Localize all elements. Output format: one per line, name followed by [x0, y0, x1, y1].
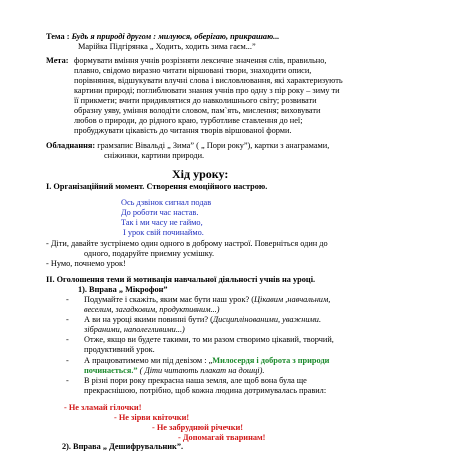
question-3-line-1: - Отже, якщо ви будете такими, то ми разом створимо цікавий, творчий, [66, 335, 334, 344]
section2-title: ІІ. Оголошення теми й мотивація навчальної діяльності учнів на уроці. [46, 275, 316, 284]
greeting-line-3: - Нумо, почнемо урок! [46, 259, 126, 268]
equipment-text: грамзапис Вівальді „ Зима” ( „ Пори року”), картки з анаграмами, [97, 141, 330, 150]
rules-intro-text: В різні пори року прекрасна наша земля, але щоб вона була ще [84, 376, 307, 385]
exercise2-title: 2). Вправа „ Дешифрувальник”. [62, 442, 184, 451]
question-2-line-2: зібраними, наполегливими...) [84, 325, 185, 334]
poem-line-4: І урок свій починаймо. [123, 228, 204, 237]
goal-line-1: формувати вміння учнів розрізняти лексичне значення слів, правильно, [74, 56, 327, 65]
topic-label: Тема : [46, 32, 70, 41]
poem-line-2: До роботи час настав. [121, 208, 199, 217]
equipment-label: Обладнання: [46, 141, 96, 150]
topic-line-1 [46, 32, 279, 42]
question-2-answer: Дисциплінованими, уважними. [212, 315, 322, 324]
question-1-answer: Цікавим ,навчальним, [254, 295, 331, 304]
question-2-line-1: - А ви на уроці якими повинні бути? (Дисциплінованими, уважними. [66, 315, 322, 324]
goal-line-6: образну уяву, уміння володіти словом, пам`ять, мислення; виховувати [74, 106, 321, 115]
rule-3: - Не забруднюй річечки! [152, 423, 244, 432]
goal-label: Мета: [46, 56, 69, 65]
motto-note: ( Діти читають плакат на дошці). [137, 366, 265, 375]
motto-line-1: - А працюватимемо ми під девізом : „Милосердя і доброта з природи [66, 356, 330, 365]
lesson-heading: Хід уроку: [172, 167, 229, 181]
rules-intro-line-2: прекраснішою, потрібно, щоб кожна людина дотримувалась правил: [84, 386, 327, 395]
question-3-line-2: продуктивний урок. [84, 345, 155, 354]
rule-1: - Не зламай гілочки! [64, 403, 142, 412]
poem-line-1: Ось дзвінок сигнал подав [121, 198, 212, 207]
poem-line-3: Так і ми часу не гаймо, [121, 218, 203, 227]
motto-text: Милосердя і доброта з природи [212, 356, 330, 365]
equipment-line-2: сніжинки, картини природи. [104, 151, 205, 160]
question-1-text: Подумайте і скажіть, яким має бути наш урок? ( [84, 295, 255, 304]
goal-line-8: пробуджувати цікавість до читання творів віршованої форми. [74, 126, 292, 135]
question-1-line-1: - Подумайте і скажіть, яким має бути наш урок? (Цікавим ,навчальним, [66, 295, 331, 304]
motto-intro: А працюватимемо ми під девізом : „ [84, 356, 213, 365]
section1-title: І. Організаційний момент. Створення емоційного настрою. [46, 182, 268, 191]
rules-intro-line-1: - В різні пори року прекрасна наша земля, але щоб вона була ще [66, 376, 307, 385]
topic-line-2: Марійка Підгірянка „ Ходить, ходить зима гаєм...” [78, 42, 256, 51]
motto-text-end: починається.” [84, 366, 138, 375]
question-1-line-2: веселим, загадковим, продуктивним...) [84, 305, 220, 314]
motto-line-2 [84, 366, 264, 376]
goal-line-5: її прикмети; вчити придивлятися до навколишнього світу; розвивати [74, 96, 317, 105]
goal-line-2: плавно, свідомо виразно читати віршовані твори, знаходити описи, [74, 66, 312, 75]
goal-line-4: картини природі; поглиблювати знання учнів про одну з пір року – зиму ти [74, 86, 340, 95]
question-3-text: Отже, якщо ви будете такими, то ми разом створимо цікавий, творчий, [84, 335, 334, 344]
goal-line-7: любов о природи, до рідного краю, турботливе ставлення до неї; [74, 116, 303, 125]
greeting-line-1: - Діти, давайте зустрінемо один одного в доброму настрої. Поверніться один до [46, 239, 328, 248]
topic-title: Будь я природі другом : милуюся, оберігаю, прикрашаю... [71, 32, 280, 41]
greeting-line-2: одного, подаруйте приємну усмішку. [84, 249, 215, 258]
goal-line-3: порівняння, відшукувати влучні слова і висловлювання, які характеризують [74, 76, 343, 85]
question-2-text: А ви на уроці якими повинні бути? ( [84, 315, 213, 324]
exercise1-title: 1). Вправа „ Мікрофон” [78, 285, 168, 294]
rule-4: - Допомагай тваринам! [178, 433, 266, 442]
equipment-line-1 [46, 141, 329, 151]
rule-2: - Не зірви квіточки! [114, 413, 190, 422]
